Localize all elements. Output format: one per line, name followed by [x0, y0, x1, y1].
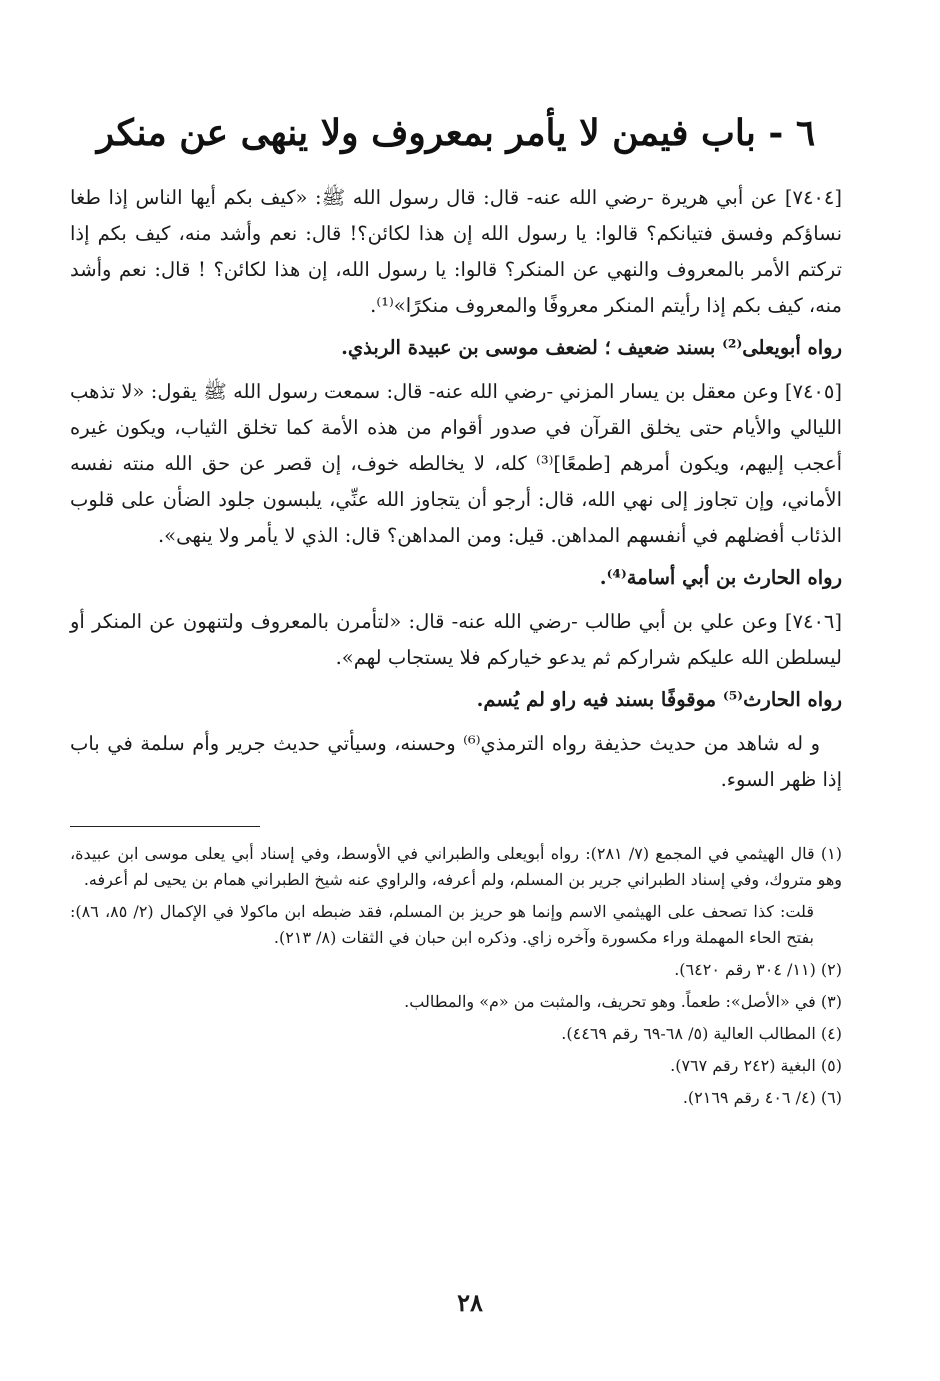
hadith-text: وعن معقل بن يسار المزني -رضي الله عنه- قال: سمعت رسول الله ﷺ يقول: «لا تذهب الليالي والأيام حتى يخلق القرآن في صدور أقوام من هذه الأمة كما تخلق الثياب، ويكون غيره أعجب إليهم، ويكون أمرهم [طمعًا]⁽³⁾ كله، لا يخالطه خوف، إن قصر عن حق الله منته نفسه الأماني، وإن تجاوز إلى نهي الله، قال: أرجو أن يتجاوز الله عنِّي، يلبسون جلود الضأن على قلوب الذئاب أفضلهم في أنفسهم المداهن. قيل: ومن المداهن؟ قال: الذي لا يأمر ولا ينهى».	[70, 380, 842, 547]
footnote-separator	[70, 826, 260, 827]
hadith-text: وعن علي بن أبي طالب -رضي الله عنه- قال: «لتأمرن بالمعروف ولتنهون عن المنكر أو ليسلطن الله عليكم شراركم ثم يدعو خياركم فلا يستجاب لهم».	[70, 610, 842, 669]
supporting-note: و له شاهد من حديث حذيفة رواه الترمذي⁽⁶⁾ وحسنه، وسيأتي حديث جرير وأم سلمة في باب إذا ظهر السوء.	[70, 732, 842, 791]
hadith-source: رواه أبويعلى⁽²⁾ بسند ضعيف ؛ لضعف موسى بن عبيدة الربذي.	[341, 336, 842, 359]
hadith-number: [٧٤٠٦]	[784, 610, 843, 633]
hadith-7405	[70, 374, 842, 554]
footnote-3: (٣) في «الأصل»: طعماً. وهو تحريف، والمثبت من «م» والمطالب.	[404, 992, 842, 1011]
page-body	[70, 108, 842, 1117]
hadith-7406	[70, 604, 842, 676]
hadith-source: رواه الحارث بن أبي أسامة⁽⁴⁾.	[599, 566, 842, 589]
footnotes	[70, 841, 842, 1111]
footnote-1: (١) قال الهيثمي في المجمع (٧/ ٢٨١): رواه أبويعلى والطبراني في الأوسط، وفي إسناد أبي يعلى موسى ابن عبيدة، وهو متروك، وفي إسناد الطبراني جرير بن المسلم، ولم أعرفه، والراوي عنه شيخ الطبراني همام بن يحيى لم أعرفه.	[70, 844, 842, 889]
hadith-text: عن أبي هريرة -رضي الله عنه- قال: قال رسول الله ﷺ: «كيف بكم أيها الناس إذا طغا نساؤكم وفسق فتيانكم؟ قالوا: يا رسول الله إن هذا لكائن؟! قال: نعم وأشد منه، كيف بكم إذا تركتم الأمر بالمعروف والنهي عن المنكر؟ قالوا: يا رسول الله، إن هذا لكائن؟ ! قال: نعم وأشد منه، كيف بكم إذا رأيتم المنكر معروفًا والمعروف منكرًا»⁽¹⁾.	[70, 186, 842, 317]
hadith-7404	[70, 180, 842, 324]
hadith-source: رواه الحارث⁽⁵⁾ موقوفًا بسند فيه راو لم يُسم.	[476, 688, 842, 711]
footnote-2: (٢) (١١/ ٣٠٤ رقم ٦٤٢٠).	[674, 960, 842, 979]
hadith-number: [٧٤٠٤]	[784, 186, 842, 209]
chapter-title: ٦ - باب فيمن لا يأمر بمعروف ولا ينهى عن منكر	[96, 112, 816, 154]
page-number: ٢٨	[457, 1288, 483, 1317]
footnote-4: (٤) المطالب العالية (٥/ ٦٨-٦٩ رقم ٤٤٦٩).	[561, 1024, 842, 1043]
hadith-number: [٧٤٠٥]	[784, 380, 842, 403]
footnote-1-continued: قلت: كذا تصحف على الهيثمي الاسم وإنما هو حريز بن المسلم، فقد ضبطه ابن ماكولا في الإكمال (٢/ ٨٥، ٨٦): بفتح الحاء المهملة وراء مكسورة وآخره زاي. وذكره ابن حبان في الثقات (٨/ ٢١٣).	[70, 902, 815, 947]
footnote-5: (٥) البغية (٢٤٢ رقم ٧٦٧).	[670, 1056, 842, 1075]
footnote-6: (٦) (٤/ ٤٠٦ رقم ٢١٦٩).	[682, 1088, 842, 1107]
